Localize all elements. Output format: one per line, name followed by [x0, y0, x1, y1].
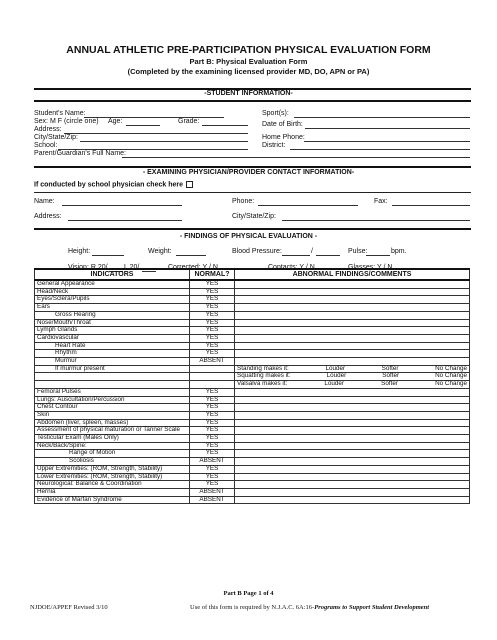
normal-cell[interactable]: YES — [190, 296, 235, 304]
table-header-cell: NORMAL? — [190, 269, 235, 280]
table-row — [35, 435, 470, 443]
normal-cell[interactable]: ABSENT — [190, 496, 235, 504]
contacts-label[interactable]: Contacts: Y / N — [268, 264, 315, 271]
table-row — [35, 311, 470, 319]
table-row — [35, 304, 470, 312]
comments-cell[interactable] — [235, 296, 470, 304]
indicator-cell: Abdomen (liver, spleen, masses) — [35, 419, 190, 427]
comments-cell[interactable] — [235, 311, 470, 319]
table-row — [35, 327, 470, 335]
revision-note: NJDOE/APPEF Revised 3/10 — [30, 604, 108, 611]
comments-cell[interactable] — [235, 342, 470, 350]
indicator-cell — [35, 373, 190, 381]
table-row — [35, 465, 470, 473]
home-phone-field[interactable] — [304, 141, 470, 142]
normal-cell[interactable]: YES — [190, 404, 235, 412]
murmur-option[interactable]: Louder — [324, 380, 345, 388]
normal-cell[interactable]: YES — [190, 419, 235, 427]
age-label: Age: — [108, 118, 123, 125]
normal-cell[interactable]: YES — [190, 319, 235, 327]
indicator-cell: Cardiovascular — [35, 334, 190, 342]
comments-cell[interactable] — [235, 304, 470, 312]
provider-phone-label: Phone: — [232, 198, 255, 205]
normal-cell[interactable]: YES — [190, 350, 235, 358]
comments-cell[interactable] — [235, 396, 470, 404]
comments-cell[interactable] — [235, 280, 470, 288]
normal-cell[interactable]: YES — [190, 450, 235, 458]
indicator-cell: Lower Extremities: (ROM, Strength, Stability) — [35, 473, 190, 481]
table-row — [35, 404, 470, 412]
home-phone-label: Home Phone: — [262, 134, 305, 141]
comments-cell[interactable] — [235, 496, 470, 504]
provider-address-label: Address: — [34, 213, 62, 220]
table-header-cell: INDICATORS — [35, 269, 190, 280]
normal-cell[interactable]: YES — [190, 388, 235, 396]
sex-label[interactable]: Sex: M F (circle one) — [34, 118, 99, 125]
normal-cell[interactable]: YES — [190, 280, 235, 288]
indicator-cell: Rhythm — [35, 350, 190, 358]
school-physician-checkbox[interactable] — [186, 181, 193, 188]
comments-cell[interactable] — [235, 419, 470, 427]
indicator-cell: General Appearance — [35, 280, 190, 288]
glasses-label[interactable]: Glasses: Y / N — [348, 264, 393, 271]
murmur-option[interactable]: Softer — [381, 380, 398, 388]
indicator-cell: Evidence of Marfan Syndrome — [35, 496, 190, 504]
dob-field[interactable] — [305, 128, 470, 129]
indicator-cell: Scoliosis — [35, 458, 190, 466]
age-field[interactable] — [126, 125, 160, 126]
vision-right-label: Vision: R 20/ — [68, 264, 108, 271]
comments-cell[interactable] — [235, 404, 470, 412]
bp-systolic-field[interactable] — [282, 255, 310, 256]
murmur-options — [237, 366, 467, 373]
indicator-cell: Neurological: Balance & Coordination — [35, 481, 190, 489]
table-row — [35, 388, 470, 396]
form-title: ANNUAL ATHLETIC PRE-PARTICIPATION PHYSICAL EVALUATION FORM — [66, 44, 431, 56]
bp-separator: / — [311, 248, 313, 255]
comments-cell[interactable] — [235, 435, 470, 443]
weight-label: Weight: — [148, 248, 172, 255]
comments-cell[interactable] — [235, 450, 470, 458]
indicator-cell: Range of Motion — [35, 450, 190, 458]
murmur-option[interactable]: Softer — [382, 372, 400, 380]
indicator-cell: Nose/Mouth/Throat — [35, 319, 190, 327]
normal-cell[interactable]: YES — [190, 465, 235, 473]
indicator-cell: Heart Rate — [35, 342, 190, 350]
provider-header: - EXAMINING PHYSICIAN/PROVIDER CONTACT INFORMATION- — [142, 169, 355, 176]
divider — [34, 166, 471, 168]
maneuver-label: Standing makes it: — [237, 364, 289, 372]
table-row — [35, 350, 470, 358]
table-row — [35, 280, 470, 288]
school-label: School: — [34, 142, 58, 149]
normal-cell[interactable]: YES — [190, 334, 235, 342]
page-number: Part B Page 1 of 4 — [223, 590, 274, 597]
comments-cell[interactable] — [235, 481, 470, 489]
district-field[interactable] — [290, 149, 470, 150]
sport-label: Sport(s): — [262, 110, 289, 117]
normal-cell[interactable]: YES — [190, 311, 235, 319]
dob-label: Date of Birth: — [262, 121, 303, 128]
form-part: Part B: Physical Evaluation Form — [189, 57, 308, 66]
height-label: Height: — [68, 248, 91, 255]
table-row — [35, 381, 470, 389]
murmur-options — [237, 373, 467, 380]
normal-cell[interactable]: YES — [190, 442, 235, 450]
indicator-cell: Lymph Glands — [35, 327, 190, 335]
murmur-option[interactable]: No Change — [435, 380, 467, 388]
provider-phone-field[interactable] — [258, 205, 358, 206]
comments-cell[interactable] — [235, 465, 470, 473]
normal-cell[interactable]: YES — [190, 327, 235, 335]
indicator-cell: Lungs: Auscultation/Percussion — [35, 396, 190, 404]
comments-cell[interactable] — [235, 427, 470, 435]
table-row — [35, 342, 470, 350]
normal-cell[interactable]: YES — [190, 304, 235, 312]
provider-city-field[interactable] — [282, 220, 470, 221]
grade-label: Grade: — [178, 118, 200, 125]
findings-table — [34, 268, 470, 504]
comments-cell[interactable] — [235, 488, 470, 496]
table-row — [35, 396, 470, 404]
bp-diastolic-field[interactable] — [316, 255, 340, 256]
address-label: Address: — [34, 126, 62, 133]
normal-cell[interactable] — [190, 373, 235, 381]
comments-cell[interactable] — [235, 288, 470, 296]
provider-city-label: City/State/Zip: — [232, 213, 276, 220]
normal-cell[interactable]: YES — [190, 435, 235, 443]
comments-cell[interactable] — [235, 327, 470, 335]
sport-field[interactable] — [294, 117, 470, 118]
indicator-cell: Assessment of physical maturation or Tanner Scale — [35, 427, 190, 435]
table-row — [35, 411, 470, 419]
table-row — [35, 334, 470, 342]
indicator-cell: Upper Extremities: (ROM, Strength, Stability) — [35, 465, 190, 473]
city-field[interactable] — [80, 141, 248, 142]
comments-cell[interactable] — [235, 388, 470, 396]
provider-name-field[interactable] — [62, 205, 182, 206]
table-row — [35, 481, 470, 489]
murmur-options — [237, 381, 467, 388]
indicator-cell: Murmur — [35, 358, 190, 366]
findings-header: - FINDINGS OF PHYSICAL EVALUATION - — [179, 233, 318, 240]
comments-cell[interactable] — [235, 319, 470, 327]
comments-cell[interactable] — [235, 334, 470, 342]
provider-fax-field[interactable] — [392, 205, 470, 206]
indicator-cell: Head/Neck — [35, 288, 190, 296]
table-header-cell: ABNORMAL FINDINGS/COMMENTS — [235, 269, 470, 280]
grade-field[interactable] — [202, 125, 248, 126]
table-row — [35, 450, 470, 458]
normal-cell[interactable]: YES — [190, 288, 235, 296]
normal-cell[interactable] — [190, 365, 235, 373]
form-subtitle: (Completed by the examining licensed provider MD, DO, APN or PA) — [127, 67, 370, 76]
regulation-note: Use of this form is required by N.J.A.C. 6A:16-Programs to Support Student Development — [190, 604, 430, 611]
table-header-row — [35, 269, 470, 280]
normal-cell[interactable]: YES — [190, 411, 235, 419]
normal-cell[interactable]: ABSENT — [190, 458, 235, 466]
city-label: City/State/Zip: — [34, 134, 78, 141]
vision-left-label: L 20/ — [124, 264, 140, 271]
maneuver-label: Valsalva makes it: — [237, 380, 288, 388]
normal-cell[interactable]: YES — [190, 396, 235, 404]
table-row — [35, 319, 470, 327]
indicator-cell: Eyes/Sclera/Pupils — [35, 296, 190, 304]
indicator-cell: Neck/Back/Spine: — [35, 442, 190, 450]
murmur-option[interactable]: Louder — [326, 372, 347, 380]
indicator-cell: Ears — [35, 304, 190, 312]
normal-cell[interactable]: ABSENT — [190, 488, 235, 496]
indicator-cell: Chest Contour — [35, 404, 190, 412]
normal-cell[interactable]: ABSENT — [190, 358, 235, 366]
school-physician-label: If conducted by school physician check here — [34, 181, 193, 188]
guardian-label: Parent/Guardian's Full Name: — [34, 150, 126, 157]
murmur-option[interactable]: No Change — [435, 364, 467, 372]
provider-fax-label: Fax: — [374, 198, 388, 205]
murmur-option[interactable]: Louder — [325, 364, 346, 372]
bp-label: Blood Pressure: — [232, 248, 282, 255]
normal-cell[interactable]: YES — [190, 473, 235, 481]
district-label: District: — [262, 142, 286, 149]
comments-cell[interactable] — [235, 411, 470, 419]
pulse-field[interactable] — [366, 255, 390, 256]
divider — [34, 228, 471, 230]
indicator-cell: Femoral Pulses — [35, 388, 190, 396]
table-row — [35, 296, 470, 304]
height-field[interactable] — [92, 255, 124, 256]
provider-name-label: Name: — [34, 198, 55, 205]
maneuver-label: Squatting makes it: — [237, 372, 291, 380]
table-row — [35, 288, 470, 296]
normal-cell[interactable]: YES — [190, 481, 235, 489]
murmur-option[interactable]: Softer — [381, 364, 399, 372]
comments-cell[interactable] — [235, 381, 470, 389]
normal-cell[interactable]: YES — [190, 427, 235, 435]
address-field[interactable] — [64, 133, 248, 134]
murmur-option[interactable]: No Change — [435, 372, 467, 380]
corrected-label[interactable]: Corrected: Y / N — [168, 264, 218, 271]
divider — [34, 100, 471, 102]
indicator-cell: Testicular Exam (Males Only) — [35, 435, 190, 443]
divider — [34, 192, 471, 193]
comments-cell[interactable] — [235, 473, 470, 481]
guardian-field[interactable] — [122, 157, 470, 158]
normal-cell[interactable]: YES — [190, 342, 235, 350]
indicator-cell: If murmur present — [35, 365, 190, 373]
pulse-unit: bpm. — [391, 248, 407, 255]
student-name-label: Student's Name: — [34, 110, 86, 117]
comments-cell[interactable] — [235, 350, 470, 358]
student-info-header: -STUDENT INFORMATION- — [204, 90, 293, 97]
indicator-cell: Gross Hearing — [35, 311, 190, 319]
indicator-cell: Hernia — [35, 488, 190, 496]
table-row — [35, 496, 470, 504]
weight-field[interactable] — [176, 255, 206, 256]
provider-address-field[interactable] — [68, 220, 182, 221]
comments-cell[interactable] — [235, 458, 470, 466]
comments-cell[interactable] — [235, 442, 470, 450]
pulse-label: Pulse: — [348, 248, 368, 255]
student-name-field[interactable] — [84, 117, 224, 118]
indicator-cell: Skin — [35, 411, 190, 419]
